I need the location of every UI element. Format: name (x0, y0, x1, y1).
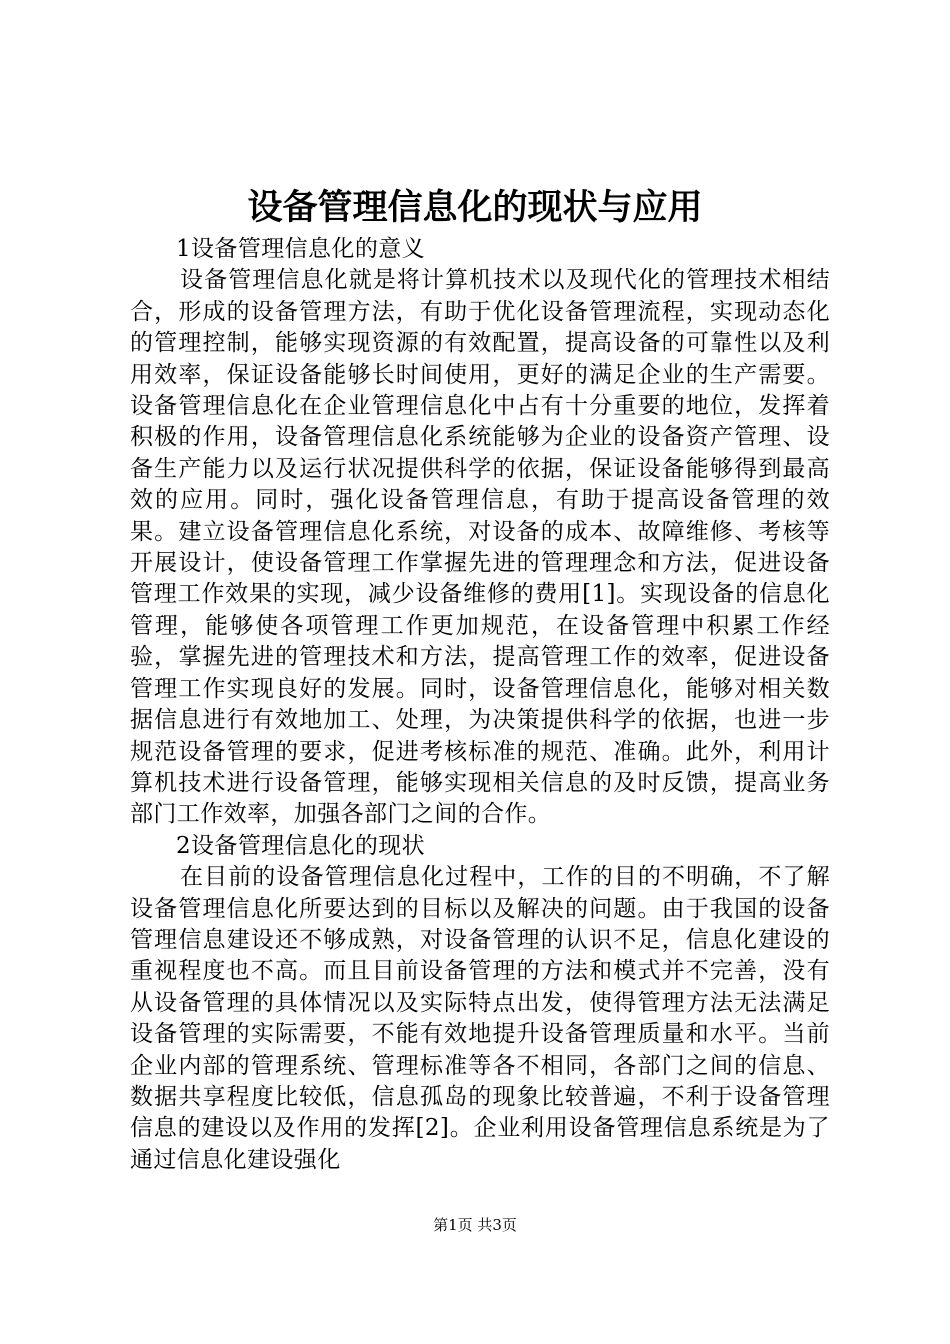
document-body (130, 234, 830, 1176)
section-status (130, 831, 830, 1176)
page-footer: 第1页 共3页 (433, 1216, 517, 1234)
document-title: 设备管理信息化的现状与应用 (247, 188, 703, 228)
section-heading: 2设备管理信息化的现状 (176, 832, 426, 859)
section-paragraph: 设备管理信息化就是将计算机技术以及现代化的管理技术相结合，形成的设备管理方法，有助于优化设备管理流程，实现动态化的管理控制，能够实现资源的有效配置，提高设备的可靠性以及利用效率，保证设备能够长时间使用，更好的满足企业的生产需要。设备管理信息化在企业管理信息化中占有十分重要的地位，发挥着积极的作用，设备管理信息化系统能够为企业的设备资产管理、设备生产能力以及运行状况提供科学的依据，保证设备能够得到最高效的应用。同时，强化设备管理信息，有助于提高设备管理的效果。建立设备管理信息化系统，对设备的成本、故障维修、考核等开展设计，使设备管理工作掌握先进的管理理念和方法，促进设备管理工作效果的实现，减少设备维修的费用[1]。实现设备的信息化管理，能够使各项管理工作更加规范，在设备管理中积累工作经验，掌握先进的管理技术和方法，提高管理工作的效率，促进设备管理工作实现良好的发展。同时，设备管理信息化，能够对相关数据信息进行有效地加工、处理，为决策提供科学的依据，也进一步规范设备管理的要求，促进考核标准的规范、准确。此外，利用计算机技术进行设备管理，能够实现相关信息的及时反馈，提高业务部门工作效率，加强各部门之间的合作。 (130, 267, 830, 828)
section-paragraph: 在目前的设备管理信息化过程中，工作的目的不明确，不了解设备管理信息化所要达到的目标以及解决的问题。由于我国的设备管理信息建设还不够成熟，对设备管理的认识不足，信息化建设的重视程度也不高。而且目前设备管理的方法和模式并不完善，没有从设备管理的具体情况以及实际特点出发，使得管理方法无法满足设备管理的实际需要，不能有效地提升设备管理质量和水平。当前企业内部的管理系统、管理标准等各不相同，各部门之间的信息、数据共享程度比较低，信息孤岛的现象比较普遍，不利于设备管理信息的建设以及作用的发挥[2]。企业利用设备管理信息系统是为了通过信息化建设强化 (130, 864, 830, 1173)
section-significance (130, 234, 830, 831)
section-heading: 1设备管理信息化的意义 (176, 236, 426, 262)
